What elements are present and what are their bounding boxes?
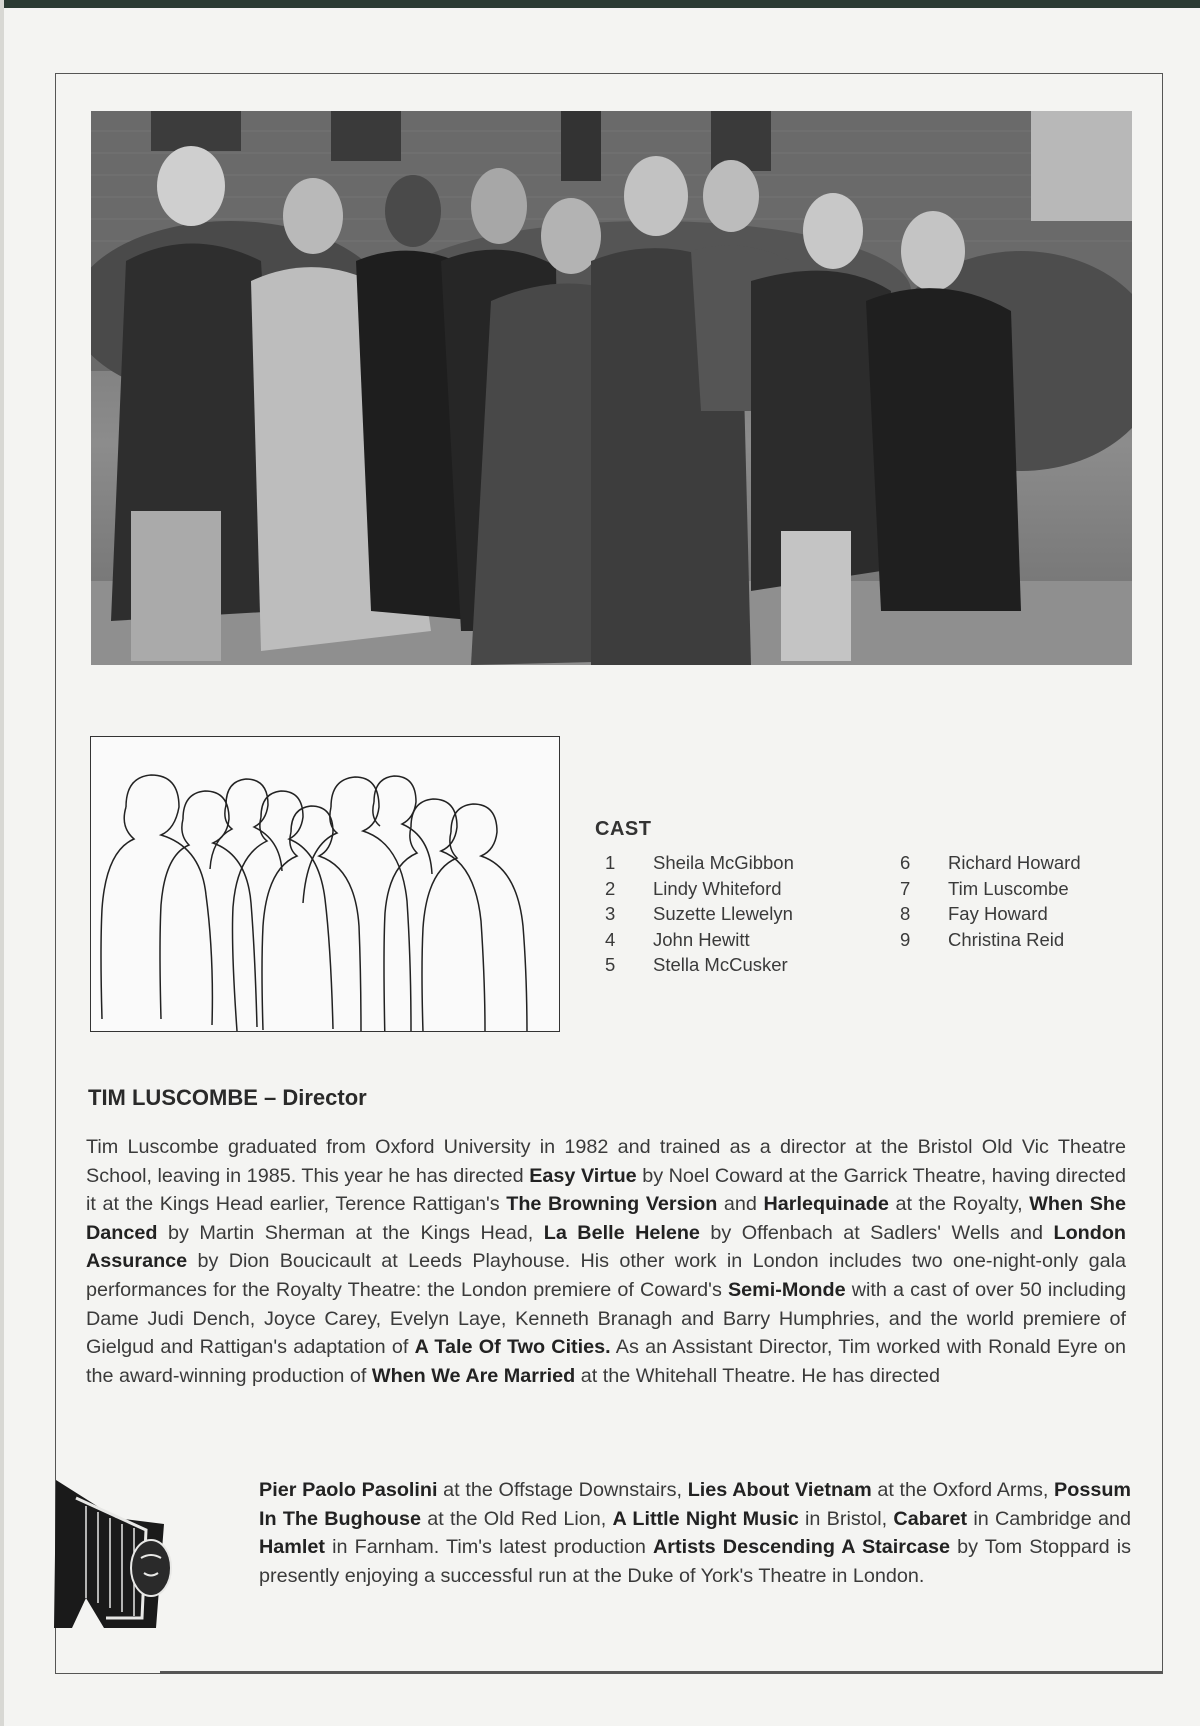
cast-row	[900, 929, 1081, 955]
cast-name: Suzette Llewelyn	[653, 903, 793, 924]
bio-text: at the Offstage Downstairs,	[437, 1479, 688, 1501]
cast-name: Christina Reid	[948, 928, 1065, 950]
cast-number: 2	[605, 877, 616, 899]
cast-row	[605, 954, 794, 980]
bio-paragraph-continued	[259, 1476, 1131, 1590]
cast-number: 5	[605, 954, 616, 975]
production-title: Pier Paolo Pasolini	[259, 1479, 438, 1501]
cast-row	[900, 878, 1081, 904]
bio-text: at the Whitehall Theatre. He has directed	[575, 1364, 940, 1387]
bio-text: by Martin Sherman at the Kings Head,	[157, 1221, 544, 1244]
bio-text: Tim Luscombe graduated from Oxford University in 1982 and trained as a director at the Bristol Old Vic Theatre School, leaving in 1985. This year he has directed	[86, 1136, 1126, 1187]
cast-number: 9	[900, 928, 911, 950]
bio-text: in Cambridge and	[967, 1507, 1132, 1530]
cast-row	[605, 903, 794, 929]
production-title: Lies About Vietnam	[687, 1479, 872, 1501]
cast-number: 6	[900, 852, 911, 873]
production-title: Semi-Monde	[727, 1278, 846, 1301]
cast-number: 7	[900, 877, 911, 899]
bio-text: and	[717, 1193, 764, 1216]
bio-text: by Offenbach at Sadlers' Wells and	[699, 1221, 1054, 1244]
cast-row	[900, 852, 1081, 878]
bio-text: in Farnham. Tim's latest production	[324, 1536, 653, 1559]
bio-text: by Dion Boucicault at Leeds Playhouse. His other work in London includes two one-night-only gala performances for the Royalty Theatre: the London premiere of Coward's	[86, 1250, 1126, 1301]
cast-name: Tim Luscombe	[948, 877, 1069, 899]
harp-logo-icon	[46, 1478, 186, 1644]
cast-name: Richard Howard	[948, 852, 1081, 873]
cast-number: 4	[605, 928, 616, 950]
production-title: Harlequinade	[763, 1193, 889, 1216]
production-title: Hamlet	[259, 1536, 325, 1559]
cast-row	[605, 852, 794, 878]
bio-paragraph	[86, 1133, 1126, 1390]
cast-name: Stella McCusker	[653, 954, 788, 975]
left-page-edge	[0, 0, 4, 1726]
production-title: A Tale Of Two Cities.	[414, 1336, 611, 1359]
bio-text: with a cast of over 50 including Dame Judi Dench, Joyce Carey, Evelyn Laye, Kenneth Branagh and Barry Humphries, and the world premiere of Gielgud and Rattigan's adaptation of	[86, 1278, 1126, 1359]
cast-name: Lindy Whiteford	[653, 877, 782, 899]
bio-text: As an Assistant Director, Tim worked with Ronald Eyre on the award-winning production of	[86, 1336, 1127, 1387]
cast-name: John Hewitt	[653, 928, 750, 950]
cast-number: 1	[605, 852, 616, 873]
bio-text: by Noel Coward at the Garrick Theatre, having directed it at the Kings Head earlier, Terence Rattigan's	[86, 1164, 1126, 1216]
production-title: Artists Descending A Staircase	[653, 1536, 950, 1559]
cast-list-right	[900, 852, 1081, 954]
bottom-rule	[160, 1671, 1163, 1673]
top-dark-edge	[0, 0, 1200, 8]
cast-name: Fay Howard	[948, 903, 1048, 924]
cast-silhouette-key	[90, 736, 560, 1032]
bio-text: at the Royalty,	[888, 1193, 1030, 1216]
bio-text: at the Oxford Arms,	[871, 1479, 1055, 1501]
cast-list-left	[605, 852, 794, 980]
bio-text: in Bristol,	[798, 1507, 894, 1530]
cast-photograph	[91, 111, 1132, 665]
production-title: Possum In The Bughouse	[259, 1479, 1131, 1530]
bio-heading: TIM LUSCOMBE – Director	[88, 1085, 367, 1110]
production-title: Cabaret	[893, 1507, 968, 1530]
production-title: When She Danced	[86, 1193, 1126, 1244]
cast-name: Sheila McGibbon	[653, 852, 794, 873]
cast-row	[900, 903, 1081, 929]
production-title: Easy Virtue	[529, 1164, 637, 1187]
bio-text: by Tom Stoppard is presently enjoying a successful run at the Duke of York's Theatre in London.	[259, 1536, 1131, 1587]
cast-number: 3	[605, 903, 616, 924]
production-title: The Browning Version	[506, 1193, 718, 1216]
production-title: When We Are Married	[371, 1364, 576, 1387]
production-title: London Assurance	[86, 1221, 1126, 1273]
cast-row	[605, 929, 794, 955]
cast-row	[605, 878, 794, 904]
bio-text: at the Old Red Lion,	[420, 1507, 613, 1530]
cast-title: CAST	[595, 818, 652, 840]
cast-number: 8	[900, 903, 911, 924]
production-title: La Belle Helene	[543, 1221, 700, 1244]
production-title: A Little Night Music	[612, 1507, 799, 1530]
